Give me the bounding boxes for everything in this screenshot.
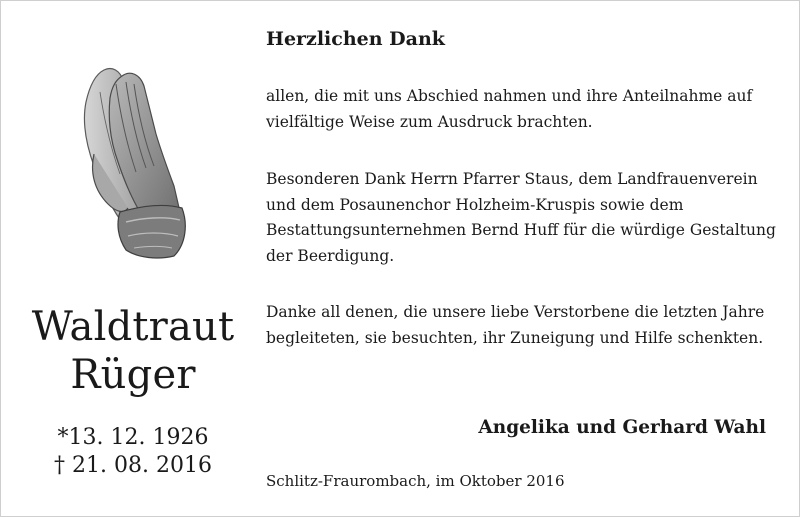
paragraph-line: und dem Posaunenchor Holzheim-Kruspis sowie dem: [266, 195, 684, 214]
place-and-date: Schlitz-Fraurombach, im Oktober 2016: [266, 472, 565, 490]
paragraph-line: Bestattungsunternehmen Bernd Huff für die würdige Gestaltung: [266, 221, 776, 239]
paragraph-line: Besonderen Dank Herrn Pfarrer Staus, dem Landfrauenverein: [266, 170, 758, 188]
paragraph-thanks-companions: [266, 300, 776, 351]
paragraph-line: Danke all denen, die unsere liebe Verstorbene die letzten Jahre: [266, 303, 765, 321]
paragraph-line: begleiteten, sie besuchten, ihr Zuneigung und Hilfe schenkten.: [266, 328, 764, 347]
paragraph-line: allen, die mit uns Abschied nahmen und ihre Anteilnahme auf: [266, 87, 753, 105]
paragraph-special-thanks: [266, 167, 776, 269]
praying-hands-icon: [64, 62, 192, 262]
deceased-last-name: Rüger: [70, 352, 196, 398]
signature: Angelika und Gerhard Wahl: [478, 417, 766, 438]
notice-heading: Herzlichen Dank: [266, 28, 445, 50]
paragraph-thanks-all: [266, 84, 776, 135]
deceased-first-name: Waldtraut: [31, 304, 235, 350]
birth-date: *13. 12. 1926: [57, 425, 209, 450]
death-date: † 21. 08. 2016: [54, 453, 212, 478]
paragraph-line: vielfältige Weise zum Ausdruck brachten.: [266, 112, 593, 131]
paragraph-line: der Beerdigung.: [266, 246, 395, 265]
